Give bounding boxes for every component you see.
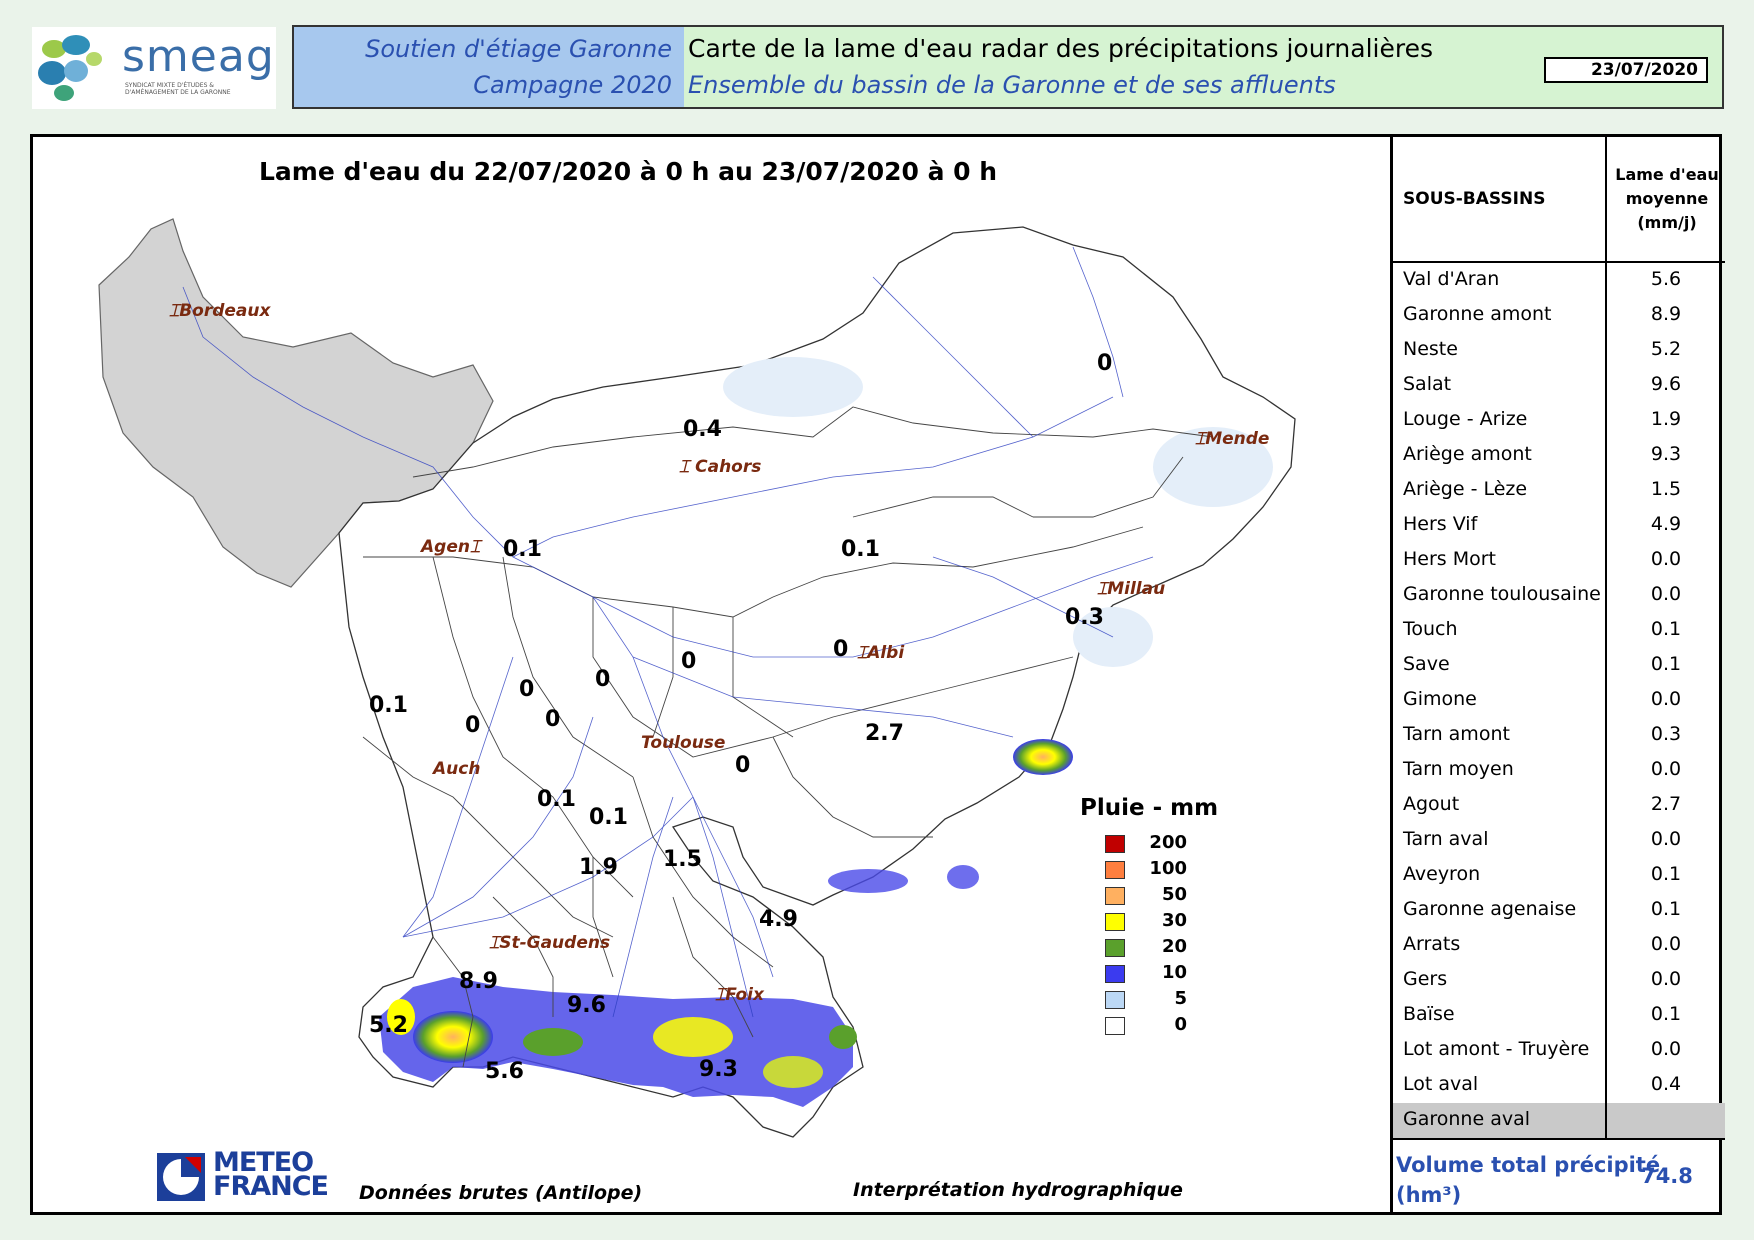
rain-cell <box>763 1056 823 1088</box>
table-row <box>1393 473 1725 508</box>
legend-swatch-10 <box>1105 965 1125 983</box>
subbasin-rainfall-value: 8.9 <box>1650 303 1682 325</box>
smeag-logo-mark <box>32 27 118 109</box>
table-row <box>1393 823 1725 858</box>
subbasin-rainfall-value: 5.6 <box>1650 268 1682 290</box>
subbasin-name: Garonne toulousaine <box>1403 583 1601 605</box>
legend-swatch-0 <box>1105 1017 1125 1035</box>
map-value-agout: 2.7 <box>865 721 904 746</box>
city-auch: Auch <box>433 759 481 779</box>
subbasin-name: Salat <box>1403 373 1452 395</box>
table-row <box>1393 1033 1725 1068</box>
subbasin-name: Val d'Aran <box>1403 268 1500 290</box>
legend-label-20: 20 <box>1161 936 1187 957</box>
total-volume-label: Volume total précipité (hm³) <box>1396 1153 1661 1207</box>
subbasin-rainfall-value: 4.9 <box>1650 513 1682 535</box>
table-row <box>1393 368 1725 403</box>
rain-cell <box>413 1011 493 1063</box>
subbasin-rainfall-value: 1.5 <box>1650 478 1682 500</box>
subbasin-name: Arrats <box>1403 933 1461 955</box>
map-value-tarn-amont: 0.3 <box>1065 605 1104 630</box>
table-row <box>1393 718 1725 753</box>
subbasin-rainfall-value: 0.4 <box>1650 1073 1682 1095</box>
city-millau: ⌶Millau <box>1097 579 1166 599</box>
map-title: Lame d'eau du 22/07/2020 à 0 h au 23/07/2020 à 0 h <box>259 157 998 186</box>
rain-cell <box>947 865 979 889</box>
map-value-baise: 0.1 <box>369 693 408 718</box>
page-subtitle: Ensemble du bassin de la Garonne et de ses affluents <box>688 71 1336 99</box>
subbasin-name: Gers <box>1403 968 1448 990</box>
map-value-ariege-amont: 9.3 <box>699 1057 738 1082</box>
smeag-logo-text: smeag <box>122 31 275 82</box>
legend-swatch-5 <box>1105 991 1125 1009</box>
program-campaign: Campagne 2020 <box>473 71 672 99</box>
subbasin-rainfall-value: 0.0 <box>1650 758 1682 780</box>
legend-swatch-20 <box>1105 939 1125 957</box>
rain-cell <box>653 1017 733 1057</box>
city-foix: ⌶Foix <box>715 985 764 1005</box>
map-value-touch: 0.1 <box>589 805 628 830</box>
city-cahors: ⌶ Cahors <box>679 457 762 477</box>
table-row <box>1393 578 1725 613</box>
subbasin-name: Agout <box>1403 793 1460 815</box>
legend-label-50: 50 <box>1161 884 1187 905</box>
map-value-neste: 5.2 <box>369 1013 408 1038</box>
map-value-aveyron: 0.1 <box>841 537 880 562</box>
subbasin-name: Garonne amont <box>1403 303 1552 325</box>
subbasin-table <box>1390 137 1725 1212</box>
table-row <box>1393 753 1725 788</box>
legend-label-5: 5 <box>1174 988 1187 1009</box>
map-value-louge-arize: 1.9 <box>579 855 618 880</box>
subbasin-rainfall-value: 0.1 <box>1650 618 1682 640</box>
table-row <box>1393 508 1725 543</box>
city-albi: ⌶Albi <box>857 643 905 663</box>
table-row <box>1393 893 1725 928</box>
subbasin-name: Garonne agenaise <box>1403 898 1577 920</box>
subbasin-rainfall-value: 0.1 <box>1650 898 1682 920</box>
table-row <box>1393 298 1725 333</box>
map-value-garonne-agenaise: 0.1 <box>503 537 542 562</box>
subbasin-name: Gimone <box>1403 688 1477 710</box>
subbasin-name: Louge - Arize <box>1403 408 1528 430</box>
table-row <box>1393 438 1725 473</box>
subbasin-name: Tarn moyen <box>1403 758 1514 780</box>
subbasin-rainfall-value: 0.0 <box>1650 583 1682 605</box>
legend-swatch-100 <box>1105 861 1125 879</box>
subbasin-name: Hers Mort <box>1403 548 1497 570</box>
map-value-tarn-aval: 0 <box>681 649 697 674</box>
map-value-lot-aval: 0.4 <box>683 417 722 442</box>
date-badge: 23/07/2020 <box>1544 57 1708 83</box>
map-value-save: 0.1 <box>537 787 576 812</box>
main-panel <box>30 134 1722 1215</box>
subbasin-name: Touch <box>1403 618 1458 640</box>
subbasin-rainfall-value: 2.7 <box>1650 793 1682 815</box>
legend-label-200: 200 <box>1149 832 1187 853</box>
table-row <box>1393 543 1725 578</box>
program-title: Soutien d'étiage Garonne <box>365 35 672 63</box>
basin-map <box>33 137 1390 1212</box>
table-row <box>1393 683 1725 718</box>
subbasin-rainfall-value: 0.0 <box>1650 1038 1682 1060</box>
subbasin-rainfall-value: 0.1 <box>1650 653 1682 675</box>
map-value-lot-amont: 0 <box>1097 351 1113 376</box>
rain-cell <box>523 1028 583 1056</box>
map-value-save-lower: 0 <box>595 667 611 692</box>
subbasin-name: Lot aval <box>1403 1073 1479 1095</box>
map-value-garonne-amont: 8.9 <box>459 969 498 994</box>
total-volume-value: 74.8 <box>1641 1164 1693 1188</box>
table-row <box>1393 613 1725 648</box>
city-agen: Agen⌶ <box>421 537 481 557</box>
smeag-logo-subtitle: SYNDICAT MIXTE D'ÉTUDES & D'AMÉNAGEMENT DE LA GARONNE <box>125 82 231 96</box>
table-row <box>1393 403 1725 438</box>
subbasin-name: Tarn aval <box>1403 828 1489 850</box>
table-row <box>1393 648 1725 683</box>
map-value-salat: 9.6 <box>567 993 606 1018</box>
column-header-rainfall: Lame d'eau moyenne (mm/j) <box>1615 165 1719 232</box>
rain-cell <box>829 1025 857 1049</box>
header-program-box <box>294 27 684 107</box>
table-row <box>1393 1068 1725 1103</box>
map-value-tarn-moyen: 0 <box>833 637 849 662</box>
smeag-logo <box>32 27 276 109</box>
table-row <box>1393 963 1725 998</box>
subbasin-rainfall-value: 0.3 <box>1650 723 1682 745</box>
subbasin-name: Ariège amont <box>1403 443 1532 465</box>
city-toulouse: Toulouse <box>641 733 726 753</box>
column-header-subbasins: SOUS-BASSINS <box>1403 189 1546 209</box>
city-bordeaux: ⌶Bordeaux <box>169 301 271 321</box>
subbasin-name: Aveyron <box>1403 863 1481 885</box>
subbasin-rainfall-value: 0.0 <box>1650 968 1682 990</box>
city-mende: ⌶Mende <box>1195 429 1270 449</box>
legend-label-10: 10 <box>1161 962 1187 983</box>
subbasin-name: Lot amont - Truyère <box>1403 1038 1590 1060</box>
data-source-label: Données brutes (Antilope) <box>359 1182 643 1204</box>
map-value-gimone: 0 <box>545 707 561 732</box>
subbasin-rainfall-value: 1.9 <box>1650 408 1682 430</box>
subbasin-name: Garonne aval <box>1403 1108 1531 1130</box>
subbasin-rainfall-value: 0.1 <box>1650 1003 1682 1025</box>
subbasin-name: Tarn amont <box>1403 723 1510 745</box>
subbasin-rainfall-value: 9.3 <box>1650 443 1682 465</box>
map-value-arrats: 0 <box>519 677 535 702</box>
subbasin-rainfall-value: 0.1 <box>1650 863 1682 885</box>
legend-label-0: 0 <box>1174 1014 1187 1035</box>
interpretation-label: Interprétation hydrographique <box>853 1179 1183 1201</box>
rain-patch <box>723 357 863 417</box>
map-value-hers-mort: 0 <box>735 753 751 778</box>
table-row <box>1393 788 1725 823</box>
table-row <box>1393 1103 1725 1138</box>
table-row <box>1393 858 1725 893</box>
legend-label-100: 100 <box>1149 858 1187 879</box>
subbasin-name: Hers Vif <box>1403 513 1478 535</box>
map-value-gers: 0 <box>465 713 481 738</box>
subbasin-name: Neste <box>1403 338 1458 360</box>
legend-label-30: 30 <box>1161 910 1187 931</box>
map-value-val-aran: 5.6 <box>485 1059 524 1084</box>
rain-cell <box>828 869 908 893</box>
table-row <box>1393 928 1725 963</box>
table-row <box>1393 333 1725 368</box>
subbasin-name: Baïse <box>1403 1003 1455 1025</box>
legend-swatch-30 <box>1105 913 1125 931</box>
table-header <box>1393 137 1725 263</box>
map-value-hers-vif: 4.9 <box>759 907 798 932</box>
table-footer <box>1393 1138 1725 1214</box>
city-st-gaudens: ⌶St-Gaudens <box>489 933 611 953</box>
legend-swatch-200 <box>1105 835 1125 853</box>
legend-title: Pluie - mm <box>1080 795 1219 821</box>
subbasin-rainfall-value: 0.0 <box>1650 548 1682 570</box>
table-row <box>1393 998 1725 1033</box>
header-banner <box>292 25 1724 109</box>
subbasin-rainfall-value: 5.2 <box>1650 338 1682 360</box>
subbasin-rainfall-value: 9.6 <box>1650 373 1682 395</box>
subbasin-rainfall-value: 0.0 <box>1650 688 1682 710</box>
meteo-france-logo-mark <box>155 1149 211 1205</box>
meteo-france-wordmark: METEO FRANCE <box>213 1147 328 1202</box>
subbasin-rainfall-value: 0.0 <box>1650 828 1682 850</box>
table-row <box>1393 263 1725 298</box>
rain-cell <box>1013 739 1073 775</box>
page-title: Carte de la lame d'eau radar des précipitations journalières <box>688 34 1433 63</box>
subbasin-rainfall-value: 0.0 <box>1650 933 1682 955</box>
map-value-ariege-leze: 1.5 <box>663 847 702 872</box>
subbasin-name: Ariège - Lèze <box>1403 478 1528 500</box>
legend-swatch-50 <box>1105 887 1125 905</box>
subbasin-name: Save <box>1403 653 1450 675</box>
